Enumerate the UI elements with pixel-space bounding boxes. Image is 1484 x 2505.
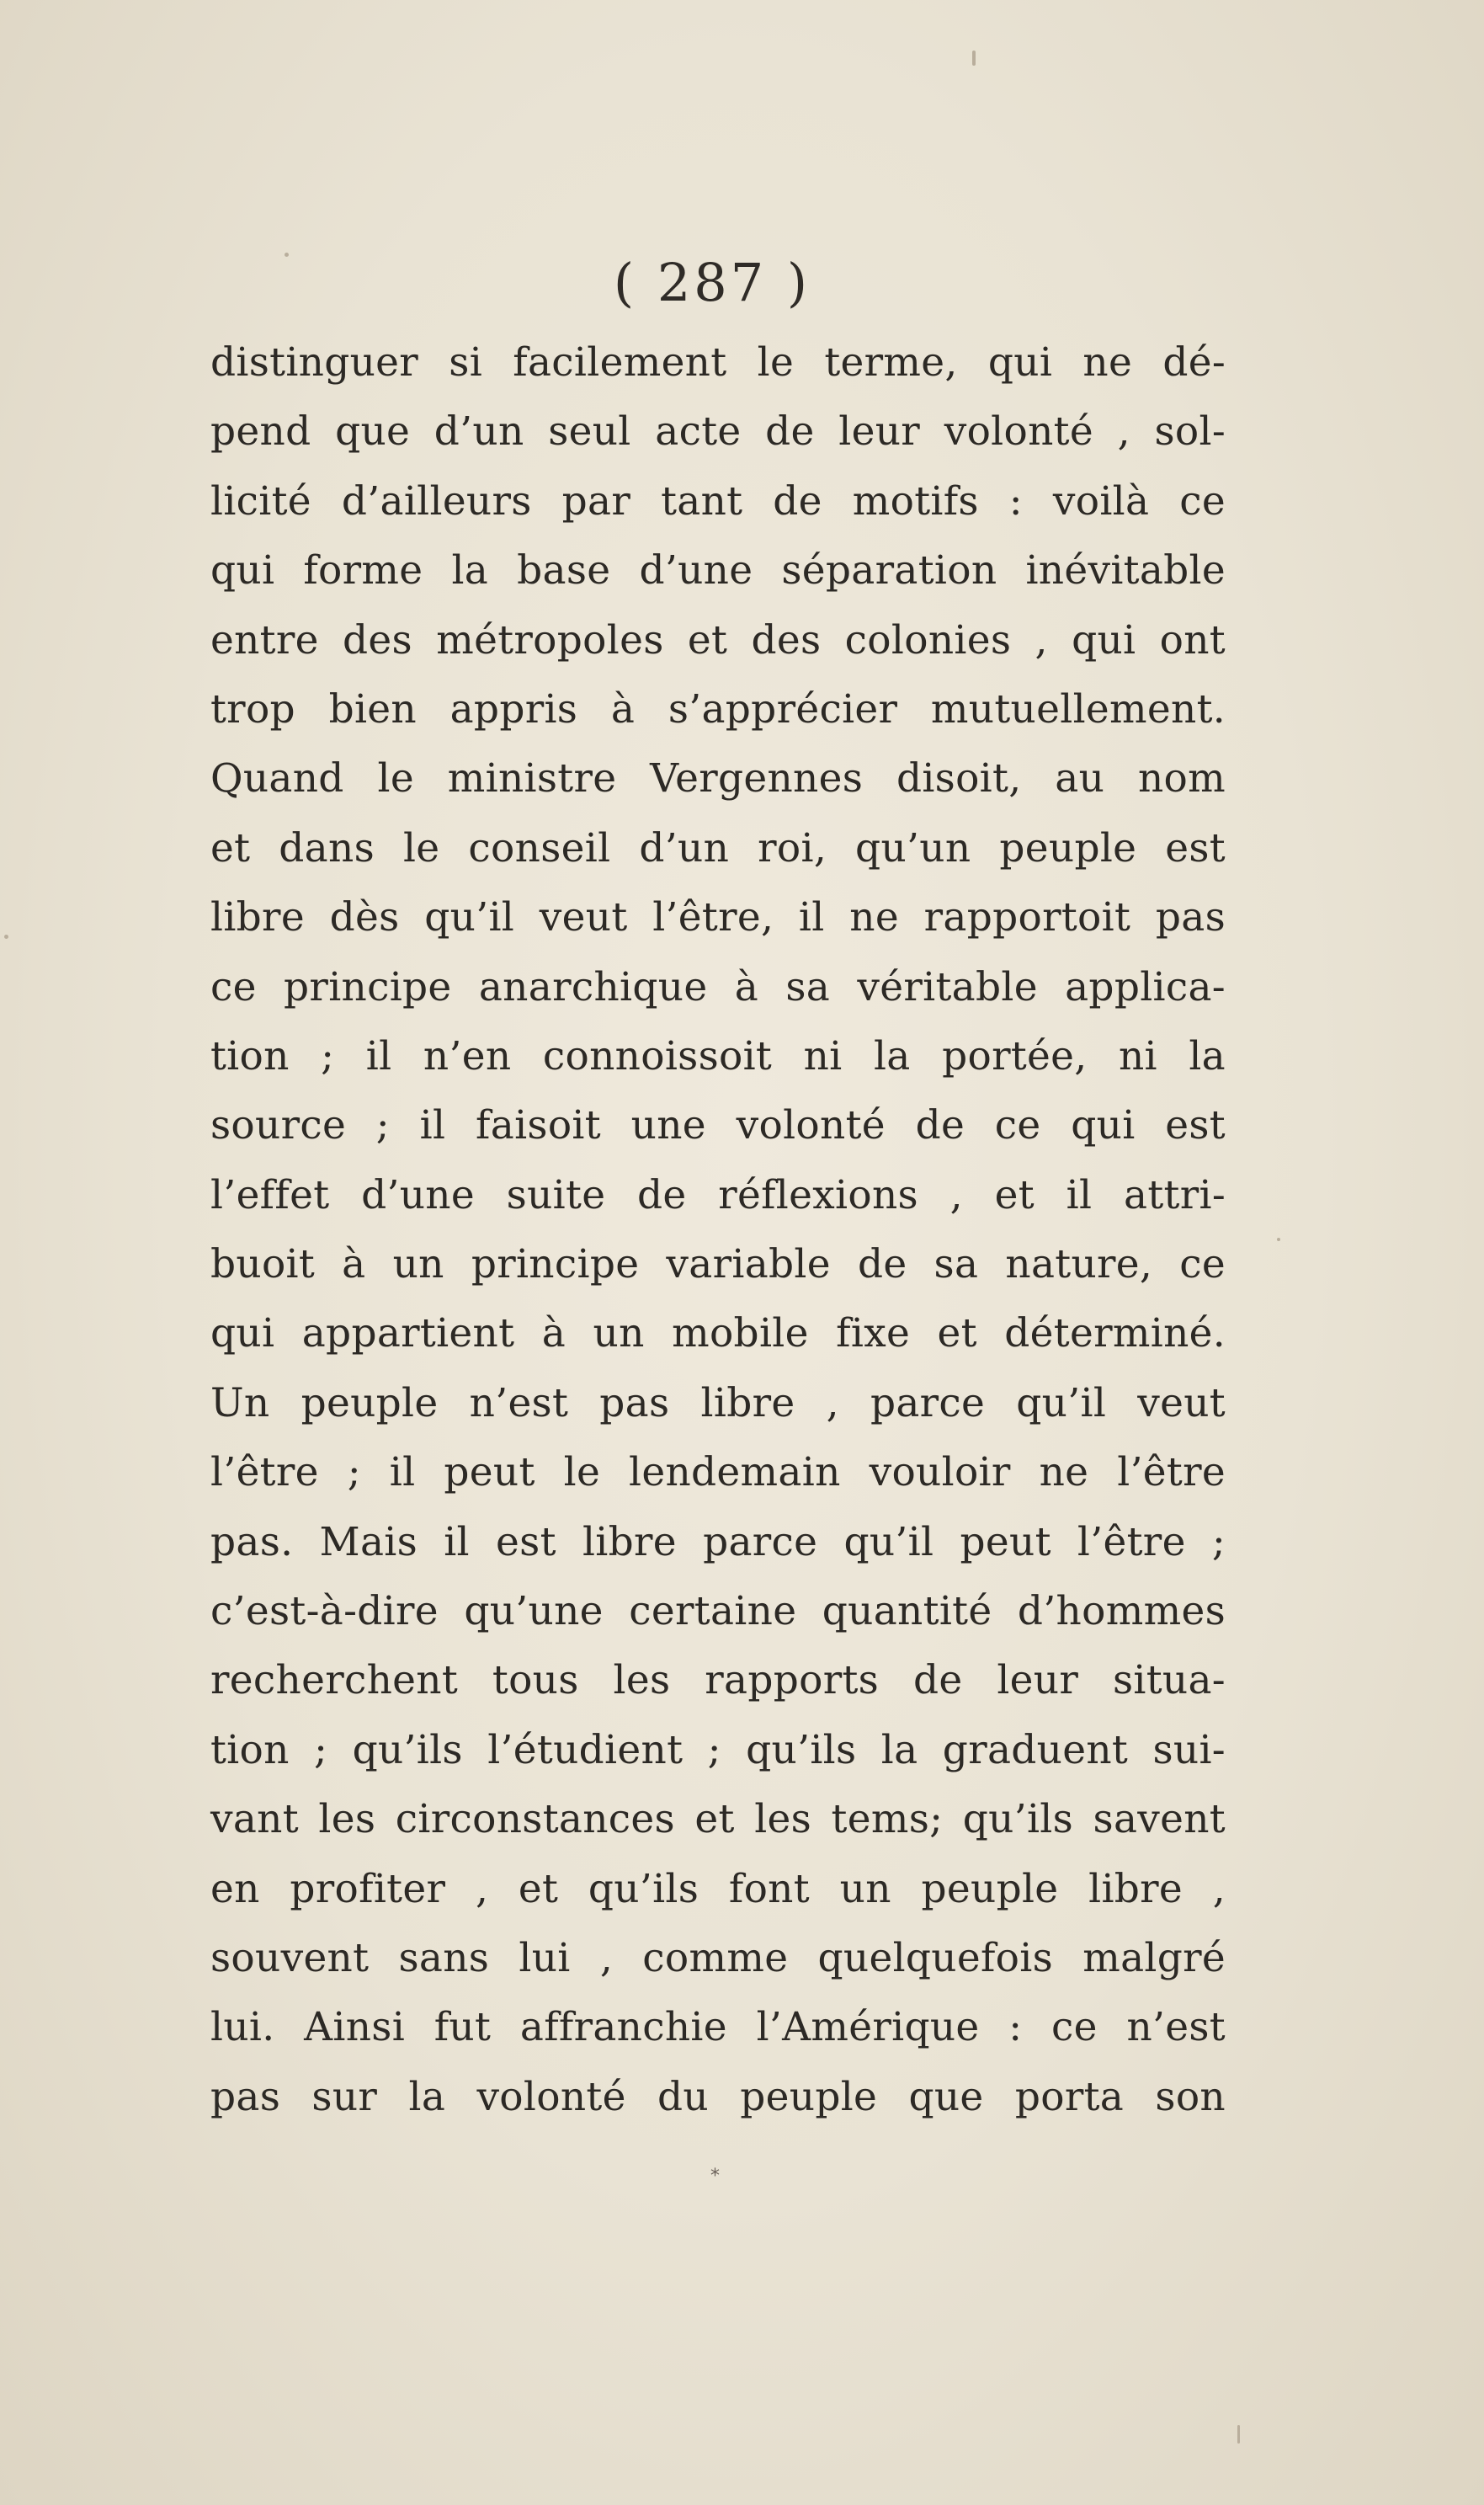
text-line: lui. Ainsi fut affranchie l’Amérique : ce n’est [210, 2004, 1226, 2051]
text-line: qui appartient à un mobile fixe et déterminé. [210, 1310, 1226, 1357]
text-line: trop bien appris à s’apprécier mutuellement. [210, 685, 1226, 733]
paper-speck [4, 935, 8, 939]
text-line: qui forme la base d’une séparation inévitable [210, 547, 1226, 594]
text-line: et dans le conseil d’un roi, qu’un peuple est [210, 824, 1226, 871]
body-text [210, 328, 1226, 2132]
text-line: tion ; il n’en connoissoit ni la portée, ni la [210, 1032, 1226, 1079]
paper-speck [285, 253, 289, 257]
text-line: entre des métropoles et des colonies , qui ont [210, 616, 1226, 664]
text-line: ce principe anarchique à sa véritable applica- [210, 963, 1226, 1010]
text-line: buoit à un principe variable de sa nature, ce [210, 1241, 1226, 1288]
text-line: pas sur la volonté du peuple que porta son [210, 2073, 1226, 2120]
text-line: pend que d’un seul acte de leur volonté , sol- [210, 408, 1226, 456]
text-line: recherchent tous les rapports de leur situa- [210, 1657, 1226, 1704]
text-line: c’est-à-dire qu’une certaine quantité d’hommes [210, 1588, 1226, 1635]
paper-speck [972, 51, 976, 66]
text-line: Un peuple n’est pas libre , parce qu’il veut [210, 1379, 1226, 1426]
text-line: l’effet d’une suite de réflexions , et il attri- [210, 1171, 1226, 1218]
text-line: souvent sans lui , comme quelquefois malgré [210, 1934, 1226, 1981]
text-line: l’être ; il peut le lendemain vouloir ne l’être [210, 1449, 1226, 1496]
text-line: pas. Mais il est libre parce qu’il peut l’être ; [210, 1518, 1226, 1565]
page-number: ( 287 ) [613, 252, 811, 313]
text-line: Quand le ministre Vergennes disoit, au nom [210, 755, 1226, 802]
text-line: licité d’ailleurs par tant de motifs : voilà ce [210, 477, 1226, 525]
text-line: source ; il faisoit une volonté de ce qui est [210, 1102, 1226, 1149]
text-line: tion ; qu’ils l’étudient ; qu’ils la graduent sui- [210, 1726, 1226, 1773]
paper-speck [1237, 2425, 1240, 2444]
text-line: libre dès qu’il veut l’être, il ne rapportoit pas [210, 894, 1226, 941]
text-line: vant les circonstances et les tems; qu’ils savent [210, 1796, 1226, 1843]
printer-mark: * [710, 2166, 720, 2187]
text-line: en profiter , et qu’ils font un peuple libre , [210, 1865, 1226, 1912]
text-line: distinguer si facilement le terme, qui ne dé- [210, 339, 1226, 386]
paper-speck [1277, 1238, 1280, 1241]
